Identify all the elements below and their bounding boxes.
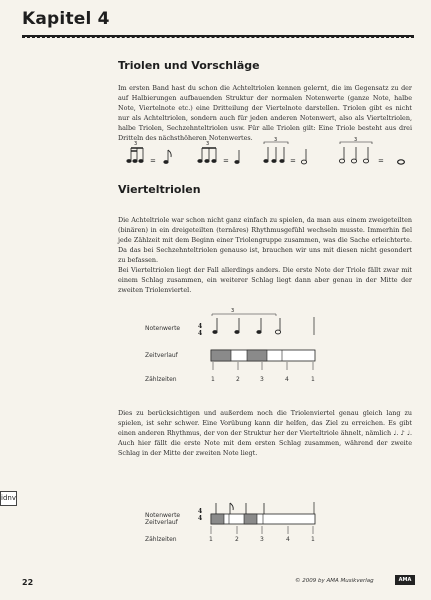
equals-sign: =	[150, 157, 156, 165]
example-1	[126, 141, 171, 165]
count-3: 3	[260, 376, 264, 383]
count-2-4: 4	[286, 536, 290, 543]
rhythm-diagram-2	[198, 502, 315, 534]
paragraph-triolen: Im ersten Band hast du schon die Achteltriolen kennen gelernt, die im Gegensatz zu der auf Halbierungen aufbauenden Struktur der normalen Notenwerte (ganze Note, halbe Note, Viertelnote etc.) eine Dritteilung der Viertelnote darstellen. Triolen gibt es nicht nur als Achteltriolen, sondern auch für jeden anderen Notenwert, also als Vierteltriolen, halbe Triolen, Sechzehnteltriolen usw. Für alle Triolen gilt: Eine Triole besteht aus drei Dritteln des nächsthöheren Notenwertes.	[118, 84, 412, 142]
count-2-5: 1	[311, 536, 315, 543]
paragraph-part-2: Bei Vierteltriolen liegt der Fall allerdings anders. Die erste Note der Triole fällt zwar mit einem Schlag zusammen, ein weiterer Schlag liegt dann aber genau in der Mitte der zweiten Triolenviertel.	[118, 266, 412, 294]
svg-text:4: 4	[198, 515, 203, 522]
svg-text:4: 4	[198, 323, 203, 330]
label-notenwerte-2: Notenwerte	[145, 512, 181, 519]
label-zeitverlauf-2: Zeitverlauf	[145, 519, 178, 526]
example-2	[197, 141, 239, 165]
paragraph-vierteltriolen-1	[118, 215, 412, 295]
count-2-3: 3	[260, 536, 264, 543]
count-5: 1	[311, 376, 315, 383]
svg-text:4: 4	[198, 330, 203, 337]
count-2-1: 1	[209, 536, 213, 543]
tuplet-number: 3	[231, 308, 235, 314]
label-zaehlzeiten-1: Zählzeiten	[145, 376, 177, 383]
tuplet-number: 3	[206, 141, 210, 147]
svg-text:4: 4	[198, 508, 203, 515]
example-4	[339, 137, 404, 165]
count-1: 1	[211, 376, 215, 383]
section-title-vierteltriolen: Vierteltriolen	[118, 183, 201, 196]
publisher-logo: idnv	[0, 491, 17, 506]
count-2: 2	[236, 376, 240, 383]
label-zaehlzeiten-2: Zählzeiten	[145, 536, 177, 543]
equals-sign: =	[378, 157, 384, 165]
equals-sign: =	[223, 157, 229, 165]
paragraph-part-1: Die Achteltriole war schon nicht ganz einfach zu spielen, da man aus einem zweigeteilten (binären) in ein dreigeteilten (ternäres) Rhythmusgefühl wechseln musste. Immerhin fiel jede Zählzeit mit dem Beginn einer Triolengruppe zusammen, was die Sache erleichterte. Da das bei Sechzehnteltriolen genauso ist, brauchen wir uns mit diesen nicht gesondert zu befassen.	[118, 216, 412, 264]
tuplet-number: 3	[134, 141, 138, 147]
section-title-triolen: Triolen und Vorschläge	[118, 59, 260, 72]
paragraph-vierteltriolen-3: Dies zu berücksichtigen und außerdem noch die Triolenviertel genau gleich lang zu spielen, ist sehr schwer. Eine Vorübung kann dir helfen, das Ziel zu erreichen. Es gibt einen anderen Rhythmus, der von der Struktur her der Vierteltriole ähnelt, nämlich ♩. ♪ ♩. Auch hier fällt die erste Note mit dem ersten Schlag zusammen, während der zweite Schlag in der Mitte der zweiten Note liegt.	[118, 409, 412, 457]
rhythm-diagram-1	[198, 308, 315, 370]
tuplet-number: 3	[274, 137, 278, 143]
count-2-2: 2	[235, 536, 239, 543]
page-number: 22	[22, 578, 34, 587]
label-zeitverlauf-1: Zeitverlauf	[145, 352, 178, 359]
count-4: 4	[285, 376, 289, 383]
equals-sign: =	[290, 157, 296, 165]
copyright-notice: © 2009 by AMA Musikverlag	[295, 578, 374, 584]
chapter-title: Kapitel 4	[22, 9, 110, 29]
publisher-mark: AMA	[395, 575, 415, 585]
label-notenwerte-1: Notenwerte	[145, 325, 181, 332]
tuplet-number: 3	[354, 137, 358, 143]
example-3	[263, 137, 306, 165]
